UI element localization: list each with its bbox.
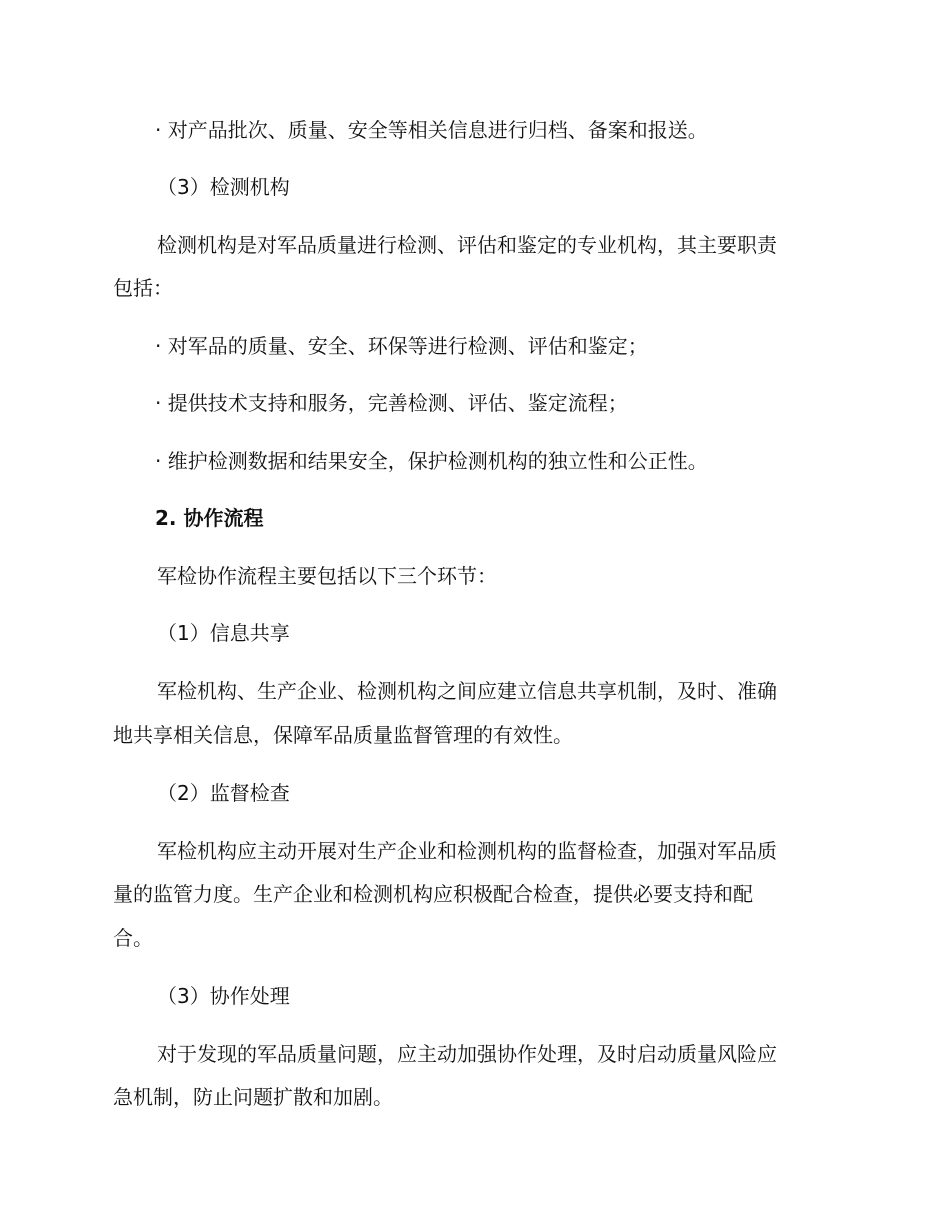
paragraph-line: 军检机构应主动开展对生产企业和检测机构的监督检查，加强对军品质 (157, 839, 777, 863)
paragraph-line: 急机制，防止问题扩散和加剧。 (113, 1085, 393, 1109)
section-heading: 2. 协作流程 (155, 506, 264, 530)
paragraph-line: 包括： (113, 276, 173, 300)
subsection-heading: （3）协作处理 (157, 984, 290, 1008)
subsection-heading: （3）检测机构 (157, 175, 290, 199)
bullet-item: · 对军品的质量、安全、环保等进行检测、评估和鉴定； (155, 334, 648, 358)
bullet-item: · 维护检测数据和结果安全，保护检测机构的独立性和公正性。 (155, 449, 708, 473)
paragraph-line: 对于发现的军品质量问题，应主动加强协作处理，及时启动质量风险应 (157, 1042, 777, 1066)
subsection-heading: （1）信息共享 (157, 621, 290, 645)
bullet-item: · 提供技术支持和服务，完善检测、评估、鉴定流程； (155, 391, 628, 415)
paragraph-line: 检测机构是对军品质量进行检测、评估和鉴定的专业机构，其主要职责 (157, 233, 777, 257)
paragraph-line: 军检协作流程主要包括以下三个环节： (157, 564, 497, 588)
subsection-heading: （2）监督检查 (157, 781, 290, 805)
paragraph-line: 量的监管力度。生产企业和检测机构应积极配合检查，提供必要支持和配 (113, 882, 753, 906)
paragraph-line: 地共享相关信息，保障军品质量监督管理的有效性。 (113, 723, 573, 747)
paragraph-line: 合。 (113, 926, 153, 950)
bullet-item: · 对产品批次、质量、安全等相关信息进行归档、备案和报送。 (155, 118, 708, 142)
paragraph-line: 军检机构、生产企业、检测机构之间应建立信息共享机制，及时、准确 (157, 679, 777, 703)
